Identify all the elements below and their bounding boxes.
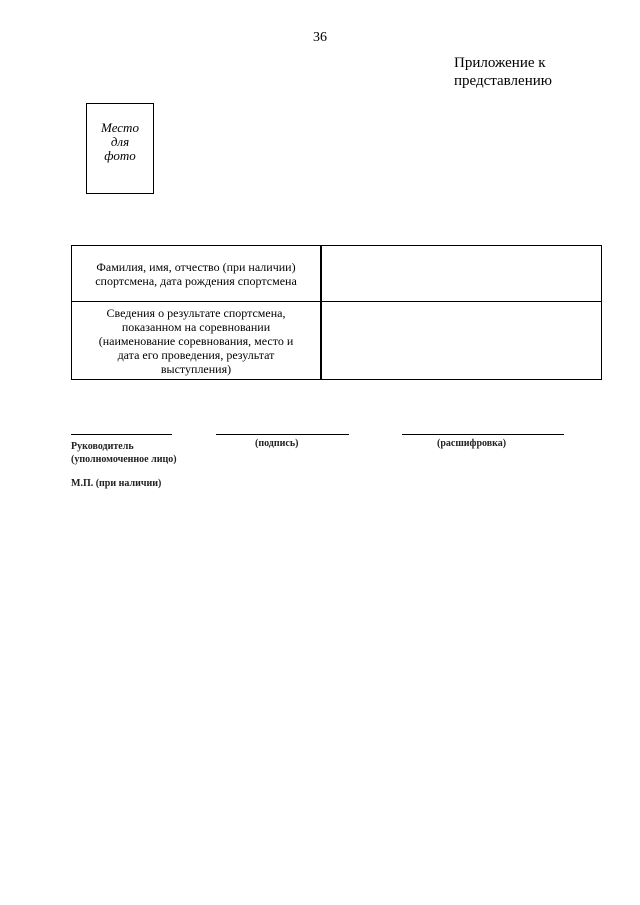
appendix-label	[454, 54, 604, 90]
athlete-name-label-line-1: Фамилия, имя, отчество (при наличии)	[96, 259, 296, 274]
competition-result-label-line-4: дата его проведения, результат	[117, 347, 275, 362]
name-decode-caption: (расшифровка)	[437, 438, 507, 449]
photo-placeholder-line-2: для	[110, 134, 130, 149]
stamp-label: М.П. (при наличии)	[71, 478, 162, 489]
appendix-label-line-2: представлению	[454, 73, 552, 89]
role-underline	[71, 434, 172, 435]
table-row	[72, 246, 602, 302]
competition-result-label-line-3: (наименование соревнования, место и	[98, 333, 294, 348]
athlete-info-table	[71, 245, 602, 380]
athlete-name-label-line-2: спортсмена, дата рождения спортсмена	[95, 273, 297, 288]
photo-placeholder	[86, 103, 154, 194]
competition-result-label-line-1: Сведения о результате спортсмена,	[106, 305, 286, 320]
photo-placeholder-line-1: Место	[101, 120, 139, 135]
athlete-name-label	[72, 246, 322, 302]
role-label: Руководитель	[71, 441, 134, 452]
signature-underline[interactable]	[216, 434, 349, 435]
name-decode-underline[interactable]	[402, 434, 564, 435]
photo-placeholder-line-3: фото	[104, 148, 136, 163]
role-sublabel: (уполномоченное лицо)	[71, 454, 177, 465]
competition-result-label	[72, 302, 322, 380]
competition-result-label-line-2: показанном на соревновании	[121, 319, 271, 334]
table-row	[72, 302, 602, 380]
competition-result-value[interactable]	[321, 302, 602, 380]
competition-result-label-line-5: выступления)	[160, 361, 232, 376]
athlete-name-value[interactable]	[321, 246, 602, 302]
signature-caption: (подпись)	[255, 438, 299, 449]
appendix-label-line-1: Приложение к	[454, 55, 546, 71]
page-number: 36	[313, 30, 327, 45]
